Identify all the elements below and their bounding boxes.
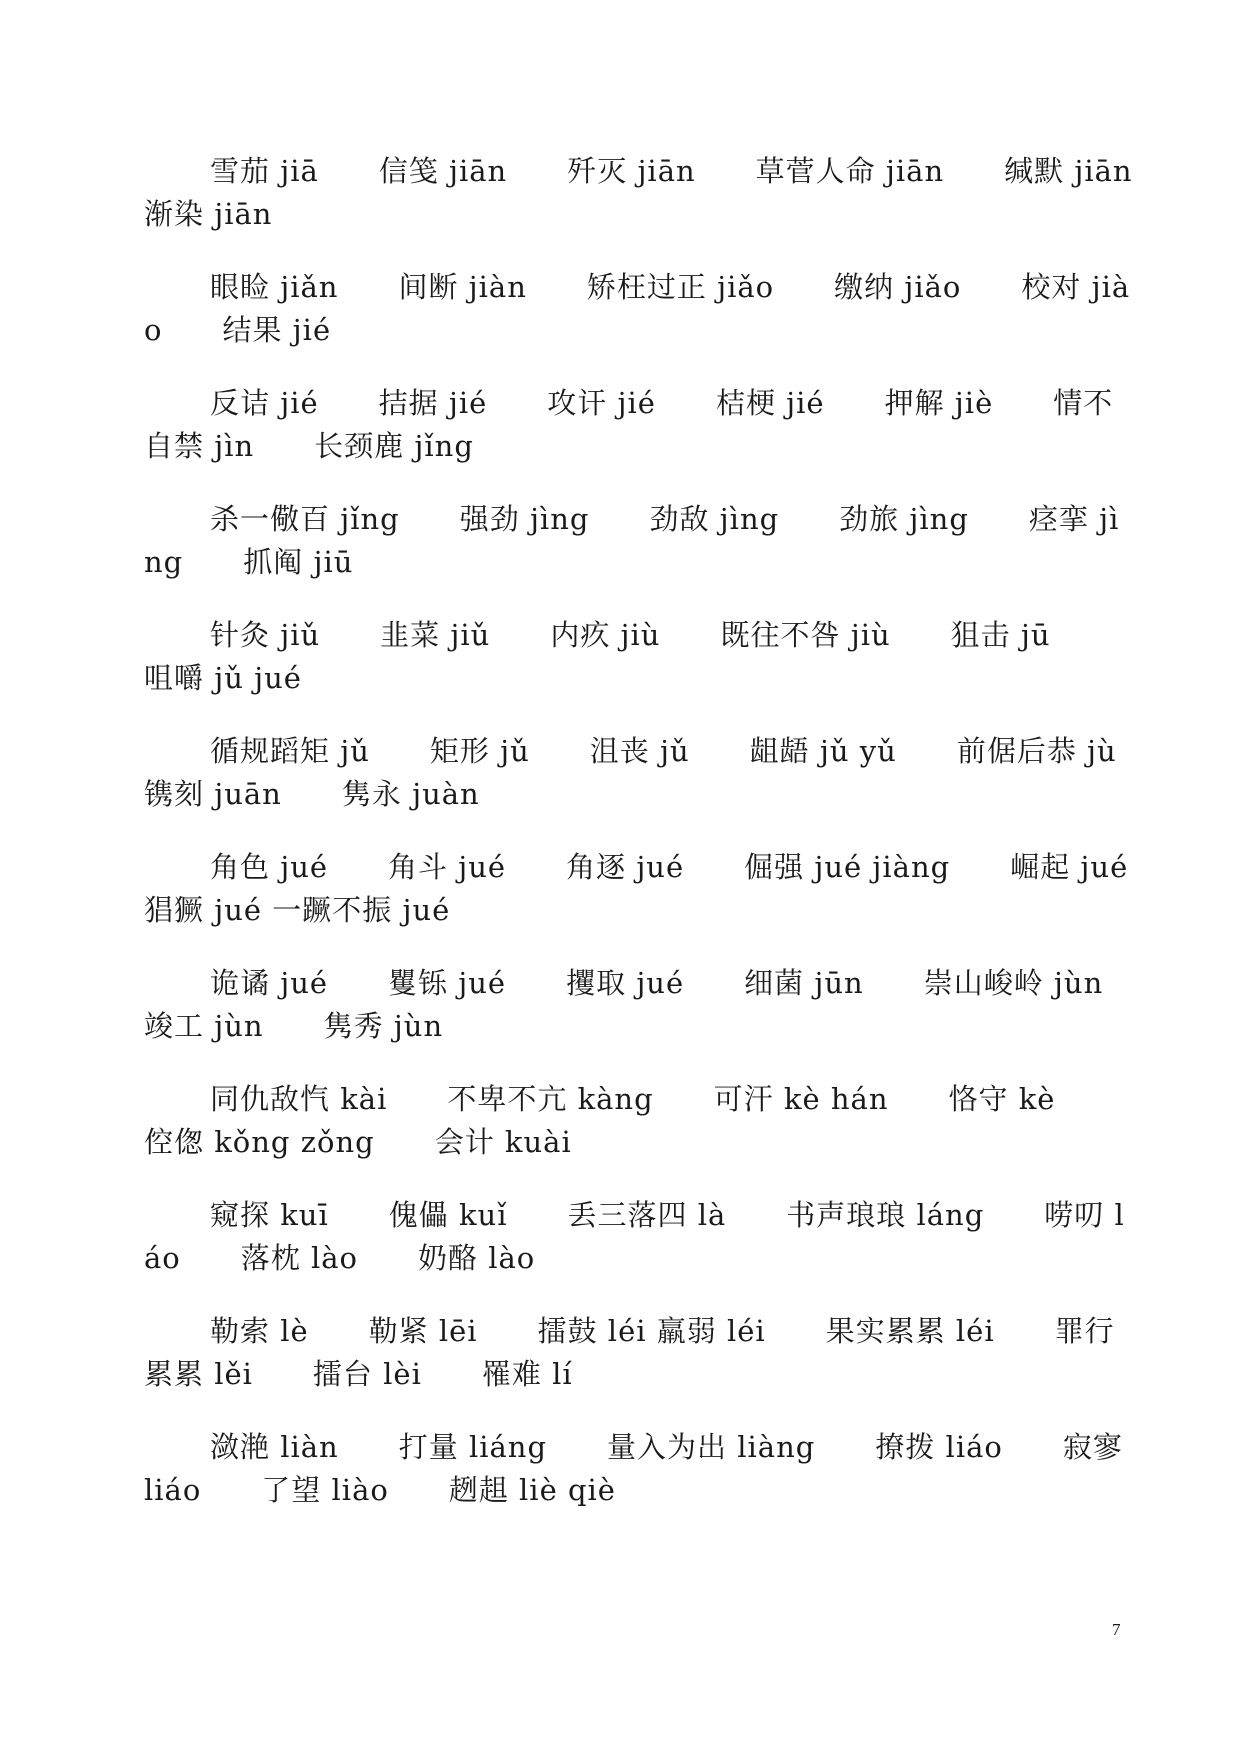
word-paragraph: 勒索 lè 勒紧 lēi 擂鼓 léi 羸弱 léi 果实累累 léi 罪行累累 lěi 擂台 lèi 罹难 lí xyxy=(144,1314,1115,1391)
word-paragraph: 同仇敌忾 kài 不卑不亢 kàng 可汗 kè hán 恪守 kè 倥偬 kǒng zǒng 会计 kuài xyxy=(144,1082,1116,1159)
word-paragraph: 角色 jué 角斗 jué 角逐 jué 倔强 jué jiàng 崛起 jué 猖獗 jué 一蹶不振 jué xyxy=(144,850,1189,927)
page-number: 7 xyxy=(1112,1620,1121,1639)
word-paragraph: 针灸 jiǔ 韭菜 jiǔ 内疚 jiù 既往不咎 jiù 狙击 jū 咀嚼 jǔ jué xyxy=(144,618,1111,695)
word-paragraph: 杀一儆百 jǐng 强劲 jìng 劲敌 jìng 劲旅 jìng 痉挛 jìng 抓阄 jiū xyxy=(144,502,1120,579)
word-paragraph: 窥探 kuī 傀儡 kuǐ 丢三落四 là 书声琅琅 láng 唠叨 láo 落枕 lào 奶酪 lào xyxy=(144,1198,1125,1275)
word-paragraph: 诡谲 jué 矍铄 jué 攫取 jué 细菌 jūn 崇山峻岭 jùn 竣工 jùn 隽秀 jùn xyxy=(144,966,1164,1043)
word-paragraph: 反诘 jié 拮据 jié 攻讦 jié 桔梗 jié 押解 jiè 情不自禁 jìn 长颈鹿 jǐng xyxy=(144,386,1114,463)
word-paragraph: 潋滟 liàn 打量 liáng 量入为出 liàng 撩拨 liáo 寂寥 liáo 了望 liào 趔趄 liè qiè xyxy=(144,1430,1123,1507)
word-paragraph: 雪茄 jiā 信笺 jiān 歼灭 jiān 草菅人命 jiān 缄默 jiān 渐染 jiān xyxy=(144,154,1193,231)
word-paragraph: 眼睑 jiǎn 间断 jiàn 矫枉过正 jiǎo 缴纳 jiǎo 校对 jiào 结果 jié xyxy=(144,270,1131,347)
pinyin-word-list xyxy=(144,150,1193,1542)
word-paragraph: 循规蹈矩 jǔ 矩形 jǔ 沮丧 jǔ 龃龉 jǔ yǔ 前倨后恭 jù 镌刻 juān 隽永 juàn xyxy=(144,734,1177,811)
